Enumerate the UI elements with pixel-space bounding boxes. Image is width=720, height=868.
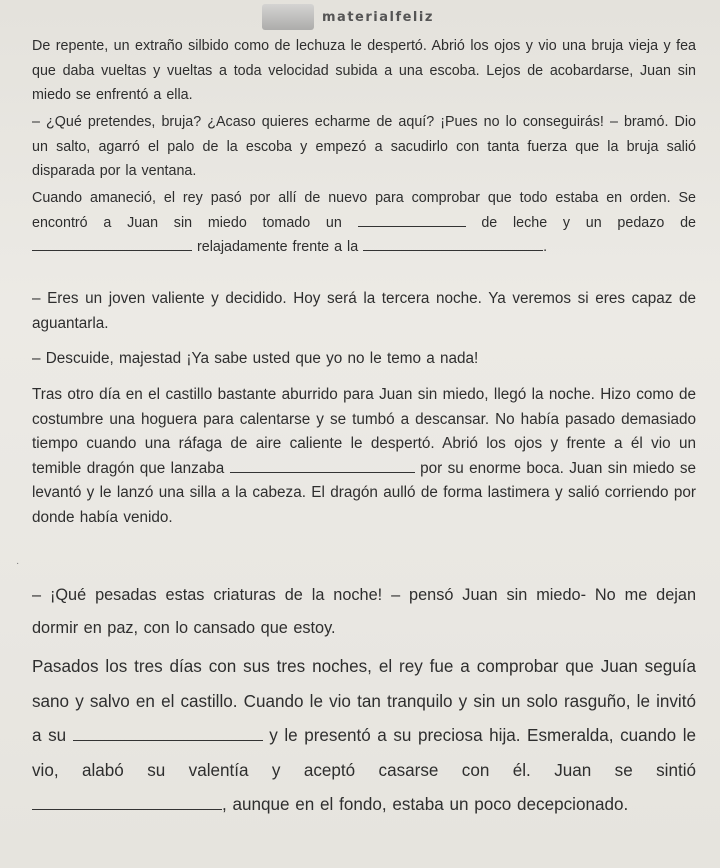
paragraph-juan-reply — [32, 347, 696, 372]
margin-mark: · — [16, 558, 20, 569]
paragraph-text: De repente, un extraño silbido como de lechuza le despertó. Abrió los ojos y vio una bruja vieja y fea que daba vueltas y vueltas a toda velocidad subida a una escoba. Lejos de acobardarse, Juan sin miedo se enfrentó a ella. — [32, 38, 696, 103]
watermark — [262, 2, 434, 32]
watermark-text: materialfeliz — [322, 9, 434, 25]
worksheet-logo-icon — [262, 4, 314, 30]
fill-in-blank[interactable] — [363, 236, 543, 251]
paragraph-text: relajadamente frente a la — [196, 239, 359, 255]
paragraph-ending — [32, 650, 696, 823]
paragraph-text: – ¿Qué pretendes, bruja? ¿Acaso quieres echarme de aquí? ¡Pues no lo conseguirás! – bramó. Dio un salto, agarró el palo de la escoba y empezó a sacudirlo con tanta fuerza que la bruja salió disparada por la ventana. — [32, 114, 696, 179]
fill-in-blank[interactable] — [32, 236, 192, 251]
paragraph-king-dialogue — [32, 287, 696, 336]
paragraph-text: , aunque en el fondo, estaba un poco decepcionado. — [222, 795, 629, 814]
paragraph-text: y le presentó a su preciosa hija. Esmeralda, cuando le vio, alabó su valentía y aceptó casarse con él. Juan se sintió — [32, 726, 697, 780]
paragraph-text: Pasados los tres días con sus tres noches, el rey fue a comprobar que Juan seguía sano y salvo en el castillo. Cuando le vio tan tranquilo y sin un solo rasguño, le invitó a su — [32, 657, 696, 745]
paragraph-text: de leche y un pedazo de — [481, 214, 696, 231]
paragraph-dragon — [32, 383, 696, 530]
paragraph-witch-arrives — [32, 34, 696, 108]
paragraph-text: . — [543, 239, 548, 255]
paragraph-text: Cuando amaneció, el rey pasó por allí de nuevo para comprobar que todo estaba en orden. Se encontró a Juan sin miedo tomado un — [32, 190, 696, 231]
paragraph-juan-thought — [32, 579, 696, 645]
paragraph-text: por su enorme boca. Juan sin miedo se levantó y le lanzó una silla a la cabeza. El dragón aulló de forma lastimera y salió corriendo por donde había venido. — [32, 459, 696, 526]
paragraph-text: – Descuide, majestad ¡Ya sabe usted que yo no le temo a nada! — [32, 350, 479, 367]
fill-in-blank[interactable] — [230, 458, 415, 473]
fill-in-blank[interactable] — [73, 726, 263, 741]
fill-in-blank[interactable] — [32, 795, 222, 810]
paragraph-text: Tras otro día en el castillo bastante aburrido para Juan sin miedo, llegó la noche. Hizo como de costumbre una hoguera para calentarse y se tumbó a descansar. No había pasado demasiado tiempo cuando una ráfaga de aire caliente le despertó. Abrió los ojos y frente a él vio un temible dragón que lanzaba — [32, 386, 696, 477]
paragraph-witch-dialogue — [32, 110, 696, 184]
fill-in-blank[interactable] — [358, 212, 466, 227]
paragraph-morning — [32, 186, 696, 260]
paragraph-text: – ¡Qué pesadas estas criaturas de la noche! – pensó Juan sin miedo- No me dejan dormir en paz, con lo cansado que estoy. — [32, 586, 696, 637]
paragraph-text: – Eres un joven valiente y decidido. Hoy será la tercera noche. Ya veremos si eres capaz de aguantarla. — [32, 290, 696, 332]
